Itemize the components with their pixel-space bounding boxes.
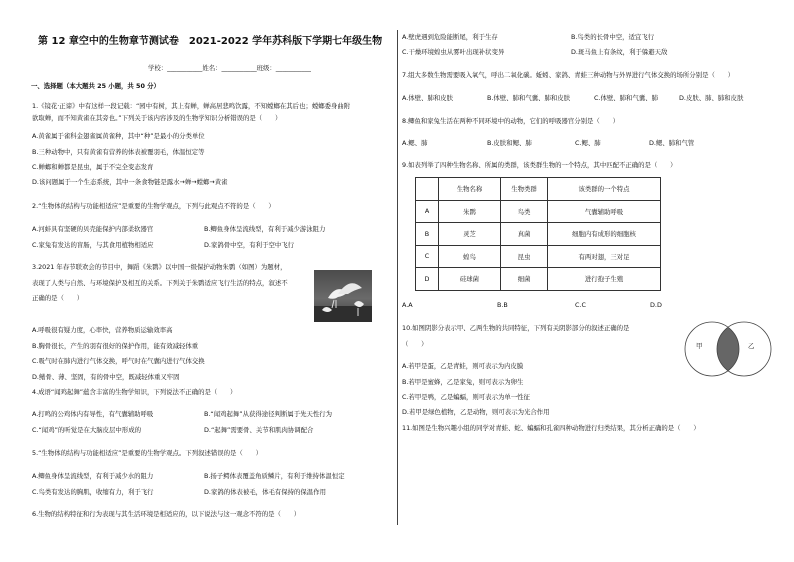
q8-option-d: D.鳃、肺和气管 <box>649 139 695 147</box>
q9-table <box>415 177 661 291</box>
student-info-line: 学校：___________姓名：___________班级：___________ <box>148 64 311 72</box>
q3-option-c: C.吸气时在肺内进行气体交换，呼气时在气囊内进行气体交换 <box>32 357 205 365</box>
q2-option-b: B.鲫鱼身体呈流线型，有利于减少游泳阻力 <box>204 225 326 233</box>
table-cell: 昆虫 <box>501 245 548 268</box>
table-cell: 灵芝 <box>439 223 501 246</box>
q9-option-a: A.A <box>402 301 413 309</box>
q8-option-c: C.鳃、肺 <box>575 139 601 147</box>
q10-stem: 10.如图阴影分表示甲、乙两生物的共同特征，下列有关阴影部分的叙述正确的是 <box>402 324 630 332</box>
q10-option-a: A.若甲是蛋，乙是青蛙，则可表示为内皮膜 <box>402 362 524 370</box>
q2-option-a: A.河蚌具有坚硬的贝壳能保护内部柔软器官 <box>32 225 154 233</box>
q4-stem: 4.成语“闻鸡起舞”蕴含丰富的生物学知识，下列说法不正确的是（ ） <box>32 388 237 396</box>
table-row <box>416 268 661 291</box>
q5-stem: 5.“生物体的结构与功能相适应”是重要的生物学观点。下列叙述错误的是（ ） <box>32 449 262 457</box>
table-cell: B <box>416 223 439 246</box>
q4-option-d: D.“起舞”需要骨、关节和肌肉协调配合 <box>204 426 314 434</box>
venn-left-label: 甲 <box>696 342 703 350</box>
q3-stem-line2: 表现了人类与自然、与环境保护及相互的关系。下列关于朱鹮适应飞行生活的特点，叙述不 <box>32 279 288 287</box>
q10-option-c: C.若甲是鸭，乙是蝙蝠，则可表示为单一性征 <box>402 393 530 401</box>
page-title: 第 12 章空中的生物章节测试卷 2021-2022 学年苏科版下学期七年级生物 <box>38 36 383 47</box>
table-cell: 真菌 <box>501 223 548 246</box>
q7-stem: 7.组大多数生物需要吸入氧气，呼出二氧化碳。蚯蚓、家鸽、青蛙三种动物与外界进行气体交换的场所分别是（ ） <box>402 71 735 79</box>
table-cell: 朱鹮 <box>439 200 501 223</box>
q5-option-b: B.扬子鳄体表覆盖角质鳞片，有利于维持体温恒定 <box>204 472 345 480</box>
q7-option-a: A.体壁、肺和皮肤 <box>402 94 454 102</box>
q3-option-a: A.呼吸很有疑力度，心率快，营养物质运输效率高 <box>32 326 173 334</box>
q3-stem-line3: 正确的是（ ） <box>32 294 84 302</box>
table-cell: 有两对翅，三对足 <box>548 245 661 268</box>
q6-stem: 6.生物的结构特征和行为表现与其生活环境是相适应的，以下说法与这一观念不符的是（ ） <box>32 510 301 518</box>
q8-stem: 8.鲫鱼和家兔生活在两种不同环境中的动物，它们的呼吸器官分别是（ ） <box>402 117 619 125</box>
table-header-cell: 该类群的一个特点 <box>548 178 661 201</box>
q4-option-a: A.打鸣的公鸡体内有导性，有气囊辅助呼吸 <box>32 410 154 418</box>
egret-illustration-icon <box>314 270 372 322</box>
q3-option-b: B.胸骨很长，产生的羽有很好的保护作用，能有效减轻体重 <box>32 342 199 350</box>
q5-option-d: D.家鸽的体表被毛，体毛有保持的保温作用 <box>204 488 326 496</box>
q1-option-b: B.三种动物中，只有黄雀有营养的体表被覆羽毛，体温恒定等 <box>32 148 205 156</box>
table-row <box>416 245 661 268</box>
table-cell: 鸟类 <box>501 200 548 223</box>
q2-stem: 2.“生物体的结构与功能相适应”是重要的生物学观点，下列与此观点不符的是（ ） <box>32 202 275 210</box>
table-row <box>416 200 661 223</box>
table-cell: 蝗鸟 <box>439 245 501 268</box>
table-header-row <box>416 178 661 201</box>
table-cell: 进行孢子生殖 <box>548 268 661 291</box>
table-cell: D <box>416 268 439 291</box>
q1-option-d: D.该问题属于一个生态系统，其中一条食物链是露水→蝉→螳螂→黄雀 <box>32 178 228 186</box>
table-cell: 硅球菌 <box>439 268 501 291</box>
q10-stem-paren: （ ） <box>402 340 428 348</box>
table-header-cell: 生物名称 <box>439 178 501 201</box>
column-divider <box>397 30 398 525</box>
q3-option-d: D.鳍骨、薄、坚固，有的骨中空，既减轻体重又牢固 <box>32 373 180 381</box>
q1-option-c: C.蝉螂和蝉都是昆虫，属于不完全变态发育 <box>32 163 154 171</box>
table-cell: C <box>416 245 439 268</box>
table-cell: A <box>416 200 439 223</box>
q5-option-a: A.鲫鱼身体呈流线型，有利于减少水的阻力 <box>32 472 154 480</box>
venn-right-label: 乙 <box>748 342 755 350</box>
q8-option-a: A.鳃、肺 <box>402 139 428 147</box>
q7-option-b: B.体壁、肺和气囊、肺和皮肤 <box>487 94 571 102</box>
table-cell <box>416 178 439 201</box>
q2-option-d: D.家鸽骨中空，有利于空中飞行 <box>204 241 295 249</box>
q7-option-c: C.体壁、肺和气囊、肺 <box>594 94 659 102</box>
egret-photo <box>314 270 372 322</box>
q4-option-b: B.“闻鸡起舞”从获得途径判断属于先天性行为 <box>204 410 333 418</box>
table-cell: 细胞内有成形的细胞核 <box>548 223 661 246</box>
q1-stem-line1: 1.《镜花·正谛》中有这样一段记载：“园中有树，其上有蝉，蝉高居悲鸣饮露，不知螳螂在其后也；螳螂委身曲附 <box>32 102 351 110</box>
q9-option-d: D.D <box>650 301 662 309</box>
q6-option-a: A.壁虎遇到危险能断尾，利于生存 <box>402 33 498 41</box>
q7-option-d: D.皮肤、肺、肺和皮肤 <box>679 94 744 102</box>
q9-option-b: B.B <box>497 301 508 309</box>
q9-stem: 9.如表列举了四种生物名称、所属的类群，该类群生物的一个特点，其中匹配不正确的是（ ） <box>402 161 677 169</box>
q3-stem-line1: 3.2021 年春节联欢会的节目中，舞蹈《朱鹮》以中国一级保护动物朱鹮（如图）为题材， <box>32 263 287 271</box>
section-heading: 一、选择题（本大题共 25 小题，共 50 分） <box>31 82 160 90</box>
q1-stem-line2: 欲取蝉，而不知黄雀在其旁也。”下列关于该内容涉及的生物学知识分析错误的是（ ） <box>32 114 282 122</box>
q6-option-c: C.干燥环境蝗虫从雾叶出现补状变异 <box>402 48 505 56</box>
q2-option-c: C.家兔有发达的盲肠，与其食用植物相适应 <box>32 241 154 249</box>
q8-option-b: B.皮肤和鳃、肺 <box>487 139 532 147</box>
q1-option-a: A.黄雀属于雀科金翅雀属黄雀种，其中“种”是最小的分类单位 <box>32 132 205 140</box>
q11-stem: 11.如图是生物兴趣小组的同学对青蛙、蛇、蝙蝠和孔雀四种动物进行归类结果，其分析正确的是（ ） <box>402 424 700 432</box>
q6-option-b: B.鸟类的长骨中空，适宜飞行 <box>571 33 655 41</box>
q6-option-d: D.斑马鱼上有条纹，利于躲避天敌 <box>571 48 668 56</box>
q10-option-d: D.若甲是绿色植物，乙是动物，则可表示为光合作用 <box>402 408 550 416</box>
table-row <box>416 223 661 246</box>
q10-option-b: B.若甲是蜜蜂，乙是家兔，则可表示为卵生 <box>402 378 524 386</box>
q9-option-c: C.C <box>575 301 586 309</box>
q5-option-c: C.鸟类有发达的胸肌，收缩有力，利于飞行 <box>32 488 154 496</box>
table-cell: 细菌 <box>501 268 548 291</box>
q4-option-c: C.“闻鸡”的听觉是在大脑皮层中形成的 <box>32 426 141 434</box>
table-header-cell: 生物类群 <box>501 178 548 201</box>
table-cell: 气囊辅助呼吸 <box>548 200 661 223</box>
